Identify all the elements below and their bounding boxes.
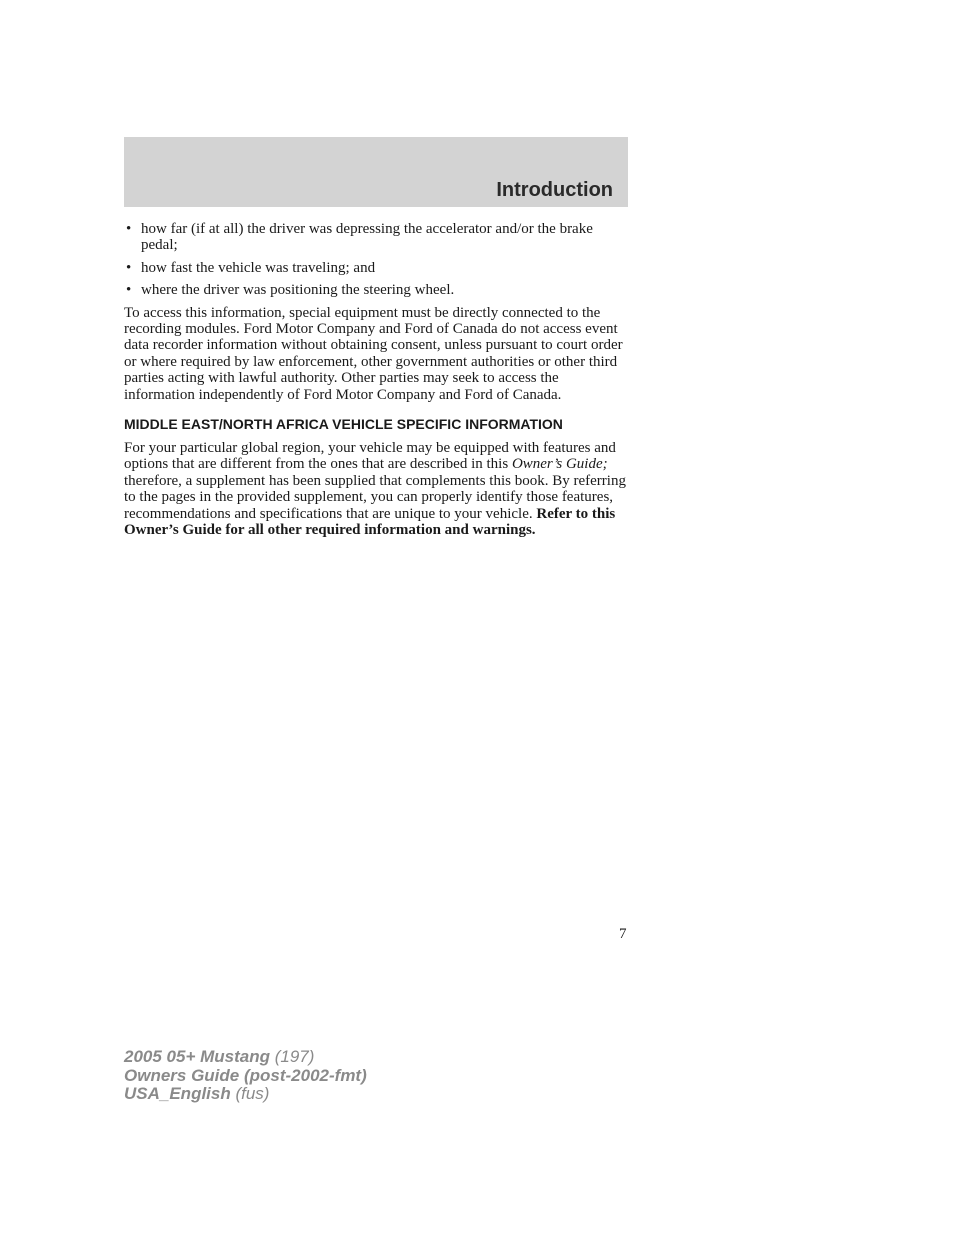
page-number: 7 — [619, 926, 627, 942]
list-item — [124, 282, 630, 298]
list-item — [124, 221, 630, 254]
footer-model: 2005 05+ Mustang — [124, 1047, 270, 1066]
access-paragraph: To access this information, special equipment must be directly connected to the recording modules. Ford Motor Company and Ford of Canada do not access event data recorder information without obtaining consent, unless pursuant to court order or where required by law enforcement, other government authorities or other third parties acting with lawful authority. Other parties may seek to access the information independently of Ford Motor Company and Ford of Canada. — [124, 304, 623, 403]
section-heading: MIDDLE EAST/NORTH AFRICA VEHICLE SPECIFIC INFORMATION — [124, 416, 563, 433]
list-item-text: how far (if at all) the driver was depressing the accelerator and/or the brake pedal; — [141, 221, 593, 254]
region-text-start: For your particular global region, your vehicle may be equipped with features and options that are different from the ones that are described in this — [124, 440, 616, 473]
region-paragraph — [124, 440, 630, 538]
footer-line-2 — [124, 1067, 367, 1086]
page-content — [124, 221, 630, 539]
list-item-text: where the driver was positioning the steering wheel. — [141, 282, 455, 299]
bullet-icon: • — [126, 282, 132, 299]
footer-line-1 — [124, 1048, 367, 1067]
section-header-bar — [124, 137, 628, 207]
list-item — [124, 260, 630, 276]
bullet-icon: • — [126, 221, 132, 237]
bullet-icon: • — [126, 259, 132, 276]
footer-language: USA_English — [124, 1084, 231, 1103]
bullet-list — [124, 221, 630, 299]
list-item-text: how fast the vehicle was traveling; and — [141, 259, 376, 276]
footer-language-code: (fus) — [230, 1084, 270, 1103]
owners-guide-italic: Owner’s Guide; — [511, 456, 608, 473]
footer-model-code: (197) — [270, 1047, 315, 1066]
footer-guide-type: Owners Guide (post-2002-fmt) — [124, 1065, 367, 1085]
refer-warning-bold: Refer to this Owner’s Guide for all other required information and warnings. — [124, 505, 616, 539]
section-title: Introduction — [496, 179, 613, 201]
region-text-middle: therefore, a supplement has been supplied that complements this book. By referring to the pages in the provided supplement, you can properly identify those features, recommendations and specifications that are unique to your vehicle. — [124, 472, 626, 522]
document-footer — [124, 1048, 367, 1104]
footer-line-3 — [124, 1085, 367, 1104]
